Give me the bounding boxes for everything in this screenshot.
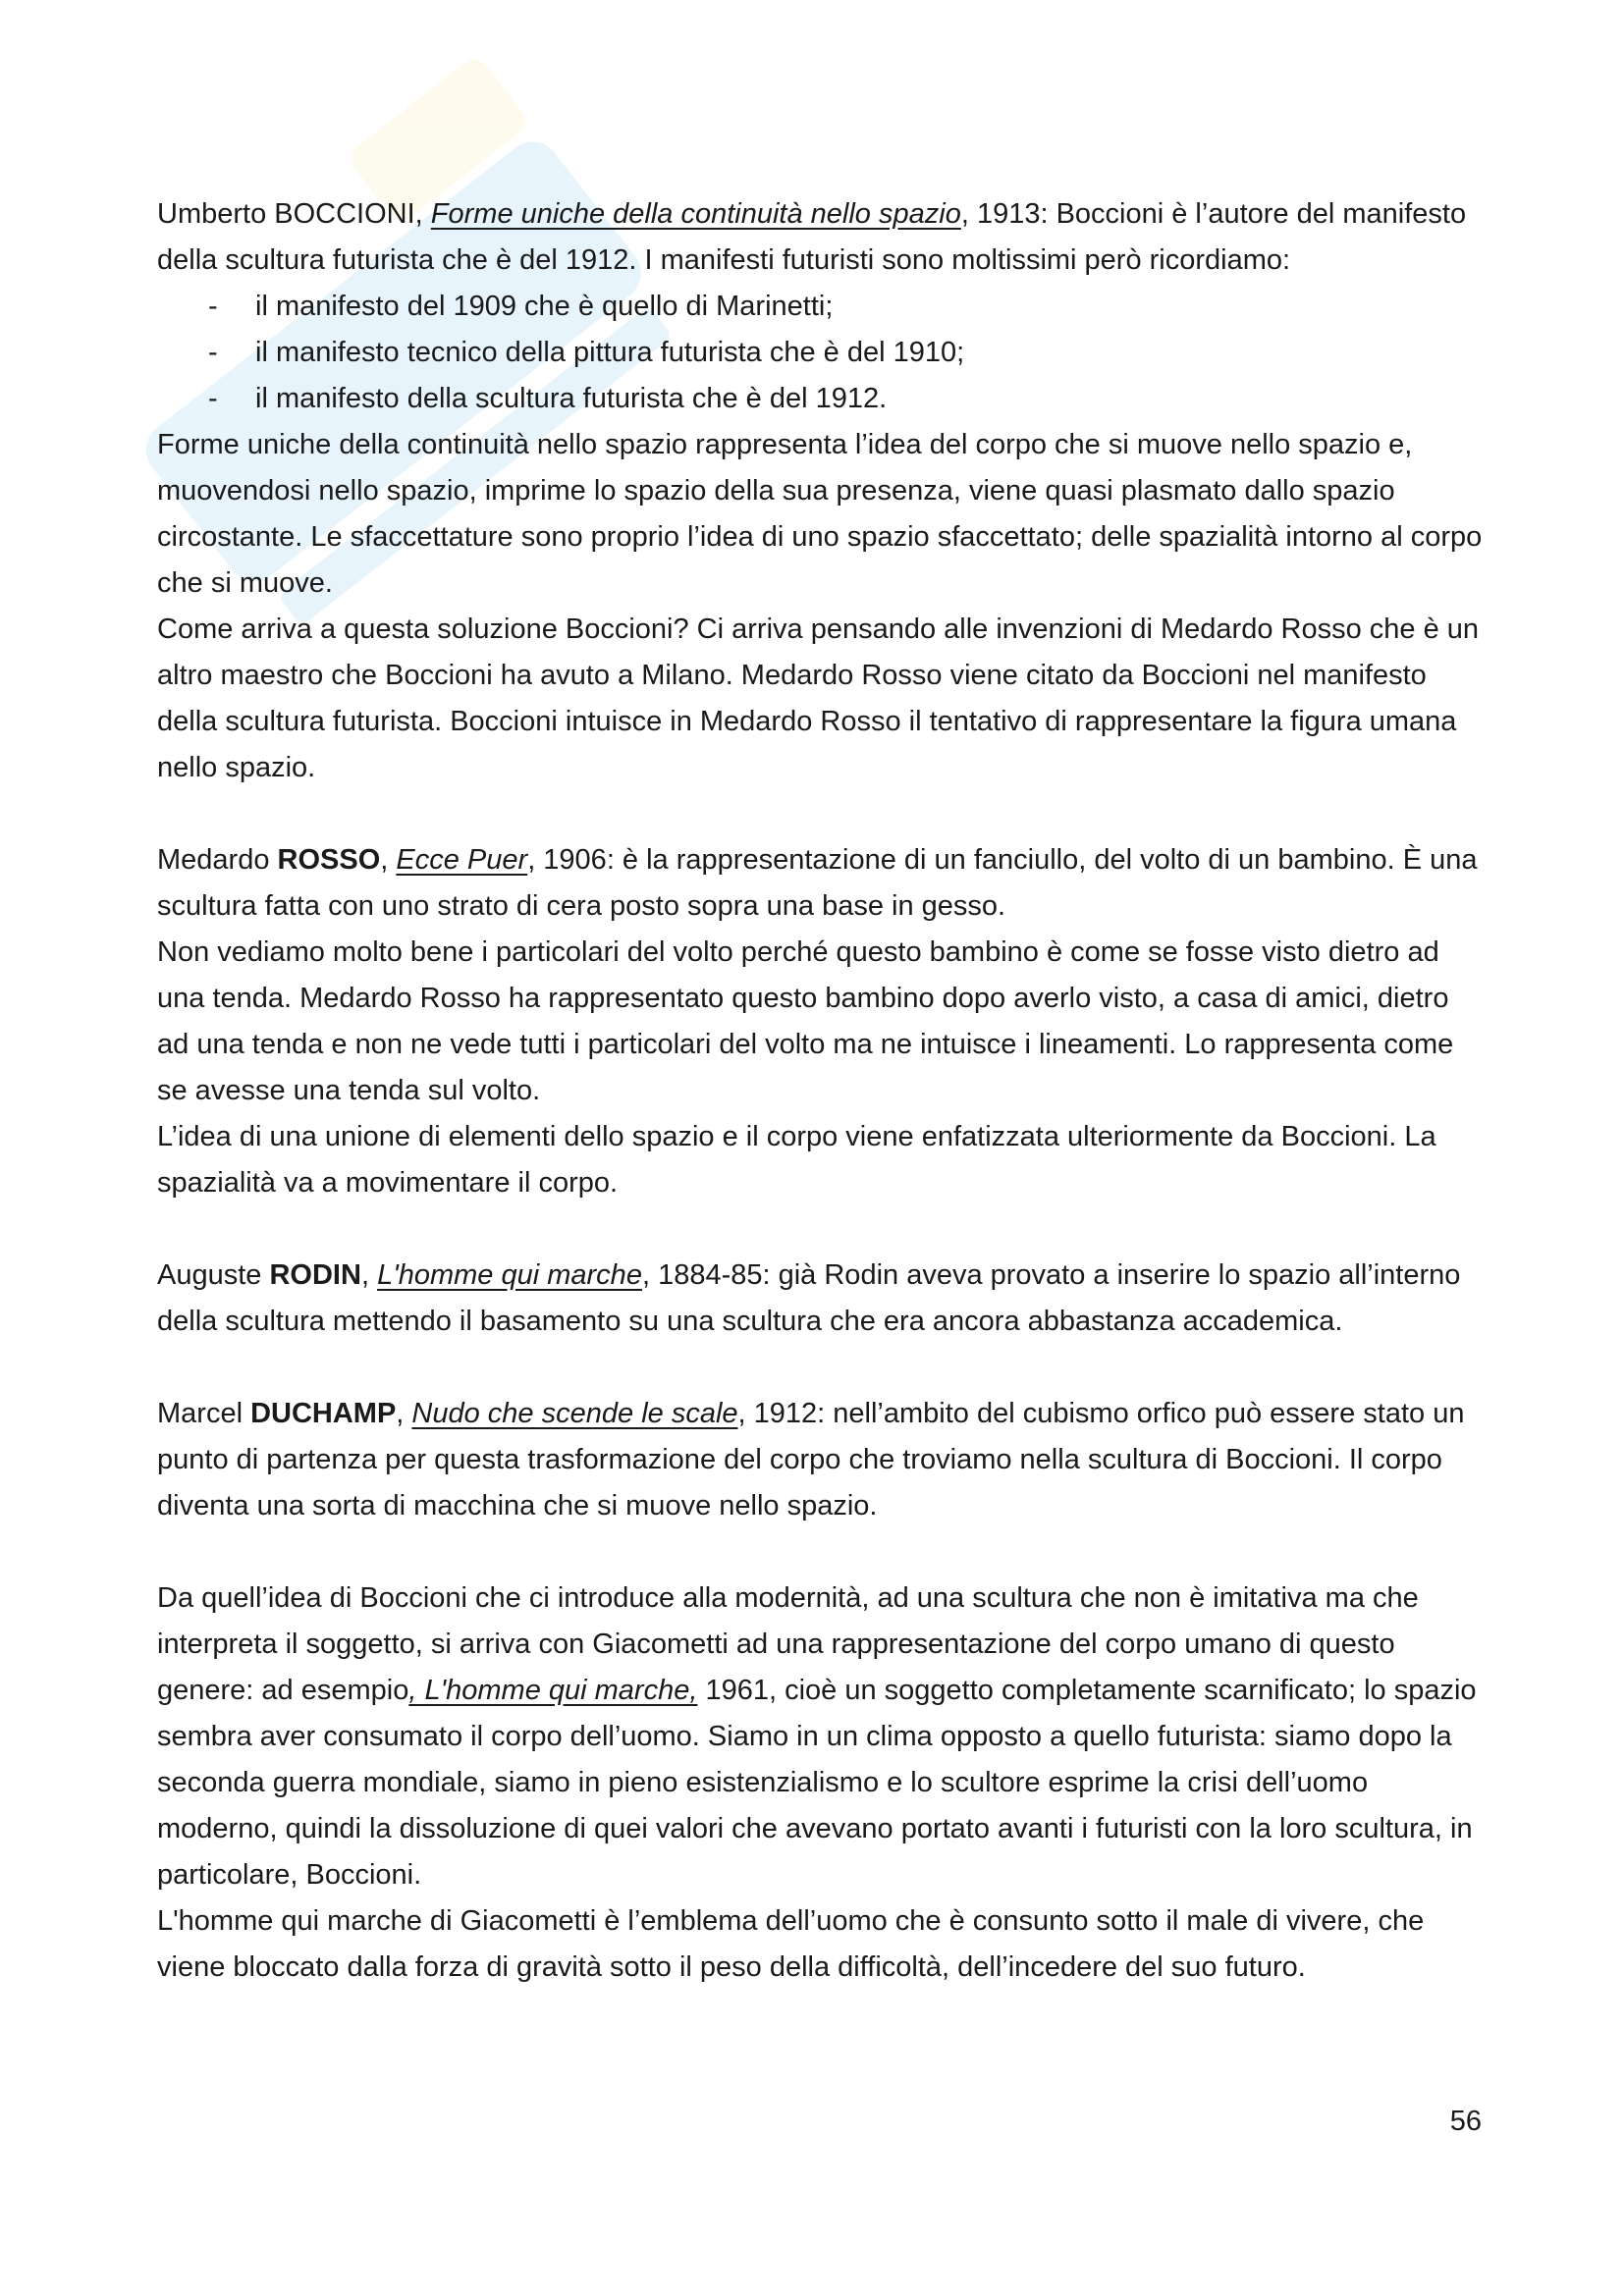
boccioni-text: , 1913: Boccioni è l’autore del manifesto della scultura futurista che è del 1912. I manifesti futuristi sono moltissimi però ricordiamo: (157, 198, 1467, 276)
paragraph-rodin: Auguste RODIN, L'homme qui marche, 1884-85: già Rodin aveva provato a inserire lo spazio all’interno della scultura mettendo il basamento su una scultura che era ancora abbastanza accademica. (157, 1259, 1461, 1337)
manifesto-list (157, 284, 1483, 422)
author-boccioni: Umberto BOCCIONI, (157, 198, 431, 230)
author-rodin-last: RODIN (269, 1259, 361, 1291)
paragraph-medardo-intro: Come arriva a questa soluzione Boccioni? Ci arriva pensando alle invenzioni di Medardo Rosso che è un altro maestro che Boccioni ha avuto a Milano. Medardo Rosso viene citato da Boccioni nel manifesto della scultura futurista. Boccioni intuisce in Medardo Rosso il tentativo di rappresentare la figura umana nello spazio. (157, 614, 1480, 783)
work-title-nudo: Nudo che scende le scale (411, 1398, 738, 1429)
author-duchamp-last: DUCHAMP (250, 1398, 397, 1429)
paragraph-giacometti (157, 1575, 1483, 1898)
document-body (157, 191, 1483, 1991)
paragraph-giacometti-emblem: L'homme qui marche di Giacometti è l’emblema dell’uomo che è consunto sotto il male di vivere, che viene bloccato dalla forza di gravità sotto il peso della difficoltà, dell’incedere del suo futuro. (157, 1905, 1425, 1983)
paragraph-duchamp: Marcel DUCHAMP, Nudo che scende le scale, 1912: nell’ambito del cubismo orfico può essere stato un punto di partenza per questa trasformazione del corpo che troviamo nella scultura di Boccioni. Il corpo diventa una sorta di macchina che si muove nello spazio. (157, 1398, 1465, 1522)
list-item: - il manifesto tecnico della pittura futurista che è del 1910; (157, 330, 1483, 376)
rosso-text: , 1906: è la rappresentazione di un fanciullo, del volto di un bambino. È una scultura fatta con uno strato di cera posto sopra una base in gesso. (157, 844, 1478, 922)
work-title-giacometti: , L'homme qui marche, (408, 1675, 698, 1706)
work-title-forme-uniche: Forme uniche della continuità nello spazio (430, 198, 961, 230)
work-title-ecce-puer: Ecce Puer (396, 844, 528, 876)
paragraph-boccioni (157, 191, 1483, 284)
paragraph-rosso-union: L’idea di una unione di elementi dello spazio e il corpo viene enfatizzata ulteriormente da Boccioni. La spazialità va a movimentare il corpo. (157, 1121, 1436, 1199)
giacometti-text-1: Da quell’idea di Boccioni che ci introduce alla modernità, ad una scultura che non è imitativa ma che interpreta il soggetto, si arriva con Giacometti ad una rappresentazione del corpo umano di questo genere: ad esempio (157, 1582, 1419, 1706)
work-title-homme-qui-marche: L'homme qui marche (377, 1259, 642, 1291)
author-rosso-last: ROSSO (277, 844, 381, 876)
author-duchamp-first: Marcel (157, 1398, 251, 1429)
page-number: 56 (1449, 2106, 1482, 2137)
author-rodin-first: Auguste (157, 1259, 270, 1291)
paragraph-rosso: Medardo ROSSO, Ecce Puer, 1906: è la rappresentazione di un fanciullo, del volto di un bambino. È una scultura fatta con uno strato di cera posto sopra una base in gesso. (157, 844, 1478, 922)
paragraph-rosso-details: Non vediamo molto bene i particolari del volto perché questo bambino è come se fosse visto dietro ad una tenda. Medardo Rosso ha rappresentato questo bambino dopo averlo visto, a casa di amici, dietro ad una tenda e non ne vede tutti i particolari del volto ma ne intuisce i lineamenti. Lo rappresenta come se avesse una tenda sul volto. (157, 936, 1454, 1106)
rodin-text: , 1884-85: già Rodin aveva provato a inserire lo spazio all’interno della scultura mettendo il basamento su una scultura che era ancora abbastanza accademica. (157, 1259, 1461, 1337)
author-rosso-first: Medardo (157, 844, 278, 876)
paragraph-forme-uniche: Forme uniche della continuità nello spazio rappresenta l’idea del corpo che si muove nello spazio e, muovendosi nello spazio, imprime lo spazio della sua presenza, viene quasi plasmato dallo spazio circostante. Le sfaccettature sono proprio l’idea di uno spazio sfaccettato; delle spazialità intorno al corpo che si muove. (157, 429, 1483, 599)
giacometti-text-2: 1961, cioè un soggetto completamente scarnificato; lo spazio sembra aver consumato il corpo dell’uomo. Siamo in un clima opposto a quello futurista: siamo dopo la seconda guerra mondiale, siamo in pieno esistenzialismo e lo scultore esprime la crisi dell’uomo moderno, quindi la dissoluzione di quei valori che avevano portato avanti i futuristi con la loro scultura, in particolare, Boccioni. (157, 1675, 1477, 1891)
list-item: - il manifesto del 1909 che è quello di Marinetti; (157, 284, 1483, 330)
list-item: - il manifesto della scultura futurista che è del 1912. (157, 376, 1483, 422)
duchamp-text: , 1912: nell’ambito del cubismo orfico può essere stato un punto di partenza per questa trasformazione del corpo che troviamo nella scultura di Boccioni. Il corpo diventa una sorta di macchina che si muove nello spazio. (157, 1398, 1465, 1522)
